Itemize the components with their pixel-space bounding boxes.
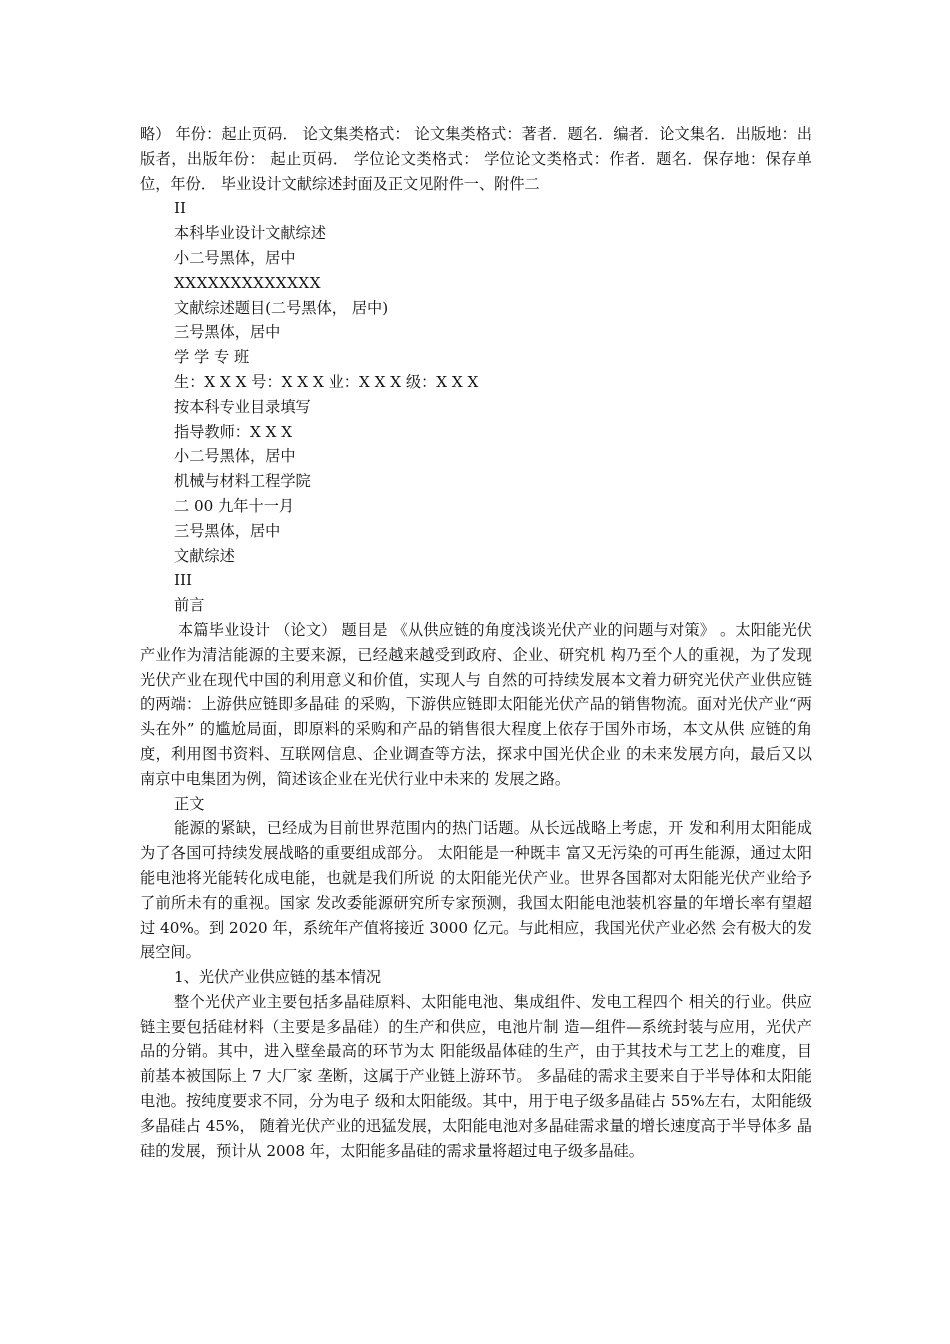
cover-line-advisor: 指导教师：X X X — [174, 422, 293, 441]
cover-line-topic-title: 文献综述题目(二号黑体， 居中) — [174, 298, 389, 317]
cover-line-major-note: 按本科专业目录填写 — [174, 397, 311, 416]
cover-line-date: 二 00 九年十一月 — [174, 496, 295, 515]
foreword-paragraph: 本篇毕业设计 （论文） 题目是 《从供应链的角度浅谈光伏产业的问题与对策》 。太阳能光伏产业作为清洁能源的主要来源，已经越来越受到政府、企业、研究机 构乃至个人的重视，为了发现光伏产业在现代中国的利用意义和价值，实现人与 自然的可持续发展本文着力研究光伏产业供应链的两端：上游供应链即多晶硅 的采购，下游供应链即太阳能光伏产品的销售物流。面对光伏产业“两头在外” 的尴尬局面，即原料的采购和产品的销售很大程度上依存于国外市场，本文从供 应链的角度，利用图书资料、互联网信息、企业调查等方法，探求中国光伏企业 的未来发展方向，最后又以南京中电集团为例，简述该企业在光伏行业中未来的 发展之路。 — [140, 620, 812, 788]
cover-line-placeholder: XXXXXXXXXXXXX — [174, 273, 322, 292]
section-title-review: 文献综述 — [174, 546, 235, 565]
body-paragraph: 整个光伏产业主要包括多晶硅原料、太阳能电池、集成组件、发电工程四个 相关的行业。供应链主要包括硅材料（主要是多晶硅）的生产和供应，电池片制 造—组件—系统封装与应用，光伏产品的分销。其中，进入壁垒最高的环节为太 阳能级晶体硅的生产，由于其技术与工艺上的难度，目前基本被国际上 7 大厂家 垄断，这属于产业链上游环节。 多晶硅的需求主要来自于半导体和太阳能电池。按纯度要求不同，分为电子 级和太阳能级。其中，用于电子级多晶硅占 55%左右，太阳能级多晶硅占 45%， 随着光伏产业的迅猛发展，太阳能电池对多晶硅需求量的增长速度高于半导体多 晶硅的发展，预计从 2008 年，太阳能多晶硅的需求量将超过电子级多晶硅。 — [140, 992, 812, 1160]
section-heading-supply-chain: 1、光伏产业供应链的基本情况 — [174, 968, 382, 987]
document-body — [140, 122, 812, 1163]
cover-line-college: 机械与材料工程学院 — [174, 472, 311, 491]
page-number-3: III — [174, 571, 192, 590]
cover-line-page-number-2: II — [174, 199, 186, 218]
cover-line-field-labels: 学 学 专 班 — [174, 348, 250, 367]
intro-paragraph: 略） 年份：起止页码． 论文集类格式： 论文集类格式：著者．题名．编者．论文集名．出版地：出版者，出版年份： 起止页码． 学位论文类格式： 学位论文类格式：作者．题名．保存地：保存单位，年份． 毕业设计文献综述封面及正文见附件一、附件二 — [140, 125, 812, 193]
cover-line-format-note: 三号黑体，居中 — [174, 521, 281, 540]
cover-line-format-note: 小二号黑体，居中 — [174, 248, 296, 267]
cover-line-format-note: 小二号黑体，居中 — [174, 447, 296, 466]
cover-line-title: 本科毕业设计文献综述 — [174, 224, 326, 243]
body-paragraph: 能源的紧缺，已经成为目前世界范围内的热门话题。从长远战略上考虑，开 发和利用太阳能成为了各国可持续发展战略的重要组成部分。 太阳能是一种既丰 富又无污染的可再生能源，通过太阳能电池将光能转化成电能，也就是我们所说 的太阳能光伏产业。世界各国都对太阳能光伏产业给予了前所未有的重视。国家 发改委能源研究所专家预测，我国太阳能电池装机容量的年增长率有望超过 40%。到 2020 年，系统年产值将接近 3000 亿元。与此相应，我国光伏产业必然 会有极大的发展空间。 — [140, 819, 812, 962]
section-heading-main-text: 正文 — [174, 794, 205, 813]
cover-line-student-info: 生：X X X 号：X X X 业：X X X 级：X X X — [174, 372, 479, 391]
section-heading-foreword: 前言 — [174, 596, 205, 615]
cover-line-format-note: 三号黑体，居中 — [174, 323, 281, 342]
